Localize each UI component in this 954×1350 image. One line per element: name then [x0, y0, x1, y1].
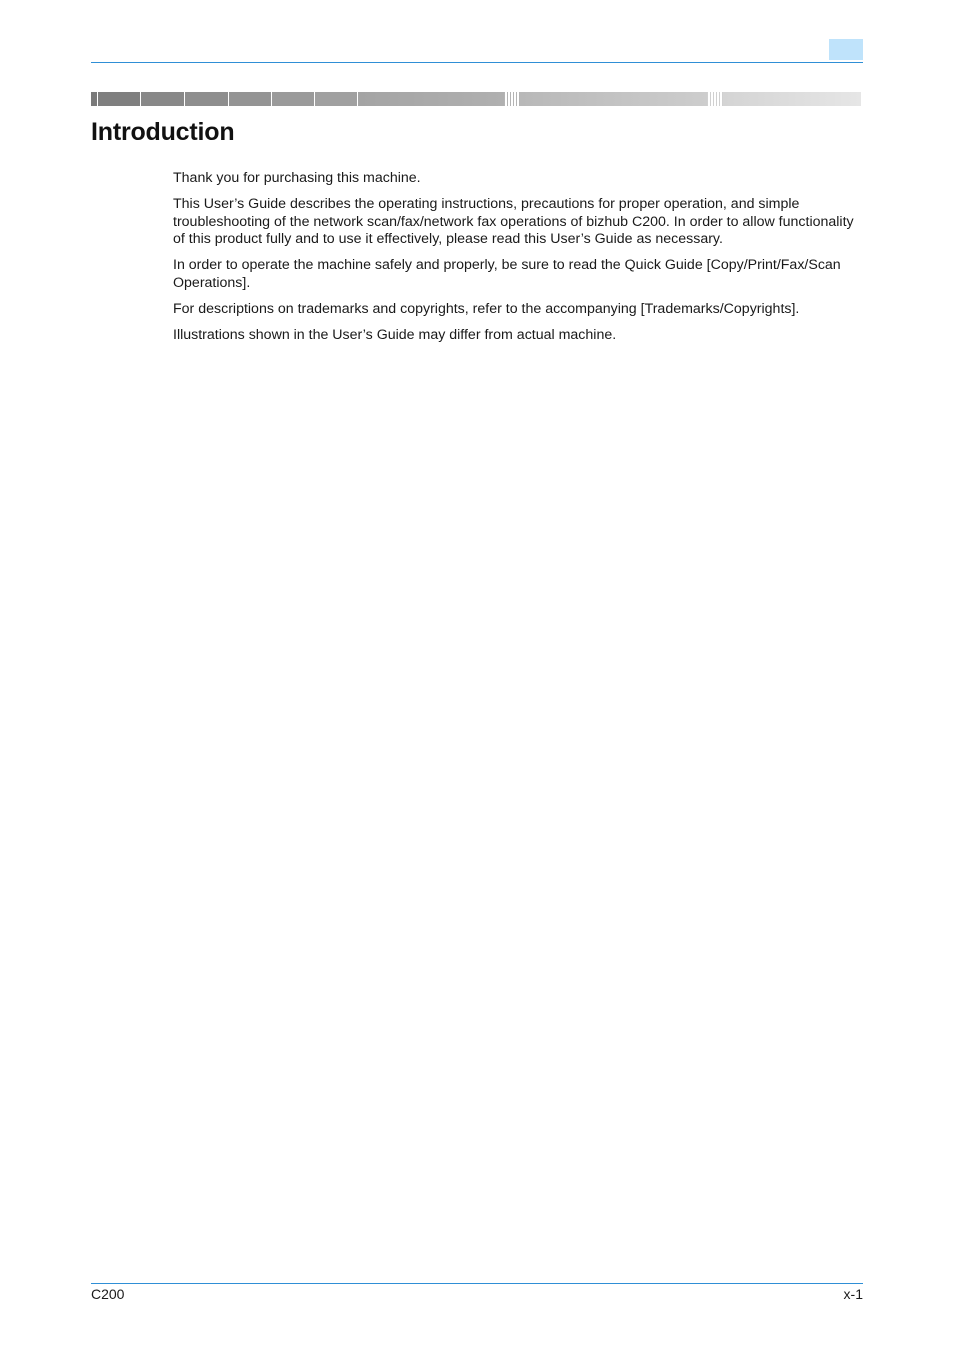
footer-rule — [91, 1283, 863, 1284]
bar-stripes — [707, 92, 723, 106]
bar-stripes — [504, 92, 520, 106]
paragraph-illustrations: Illustrations shown in the User’s Guide may differ from actual machine. — [173, 327, 617, 344]
bar-segment — [315, 92, 357, 106]
bar-segment — [723, 92, 861, 106]
bar-segment — [185, 92, 228, 106]
footer-model: C200 — [91, 1286, 125, 1302]
bar-segment — [229, 92, 271, 106]
bar-segment — [520, 92, 707, 106]
paragraph-guide-description: This User’s Guide describes the operating instructions, precautions for proper operation, and simple troubleshooting of the network scan/fax/network fax operations of bizhub C200. In order to allow functionality of this product fully and to use it effectively, please read this User’s Guide as necessary. — [173, 196, 854, 248]
bar-segment — [141, 92, 184, 106]
decorative-title-bar — [91, 92, 863, 106]
chapter-tab-marker — [829, 39, 863, 60]
header-rule — [91, 62, 863, 63]
introduction-body — [173, 170, 863, 353]
bar-segment — [98, 92, 140, 106]
paragraph-thanks: Thank you for purchasing this machine. — [173, 170, 421, 186]
bar-segment — [272, 92, 314, 106]
bar-segment — [358, 92, 504, 106]
page-title: Introduction — [91, 118, 235, 146]
paragraph-safety: In order to operate the machine safely and properly, be sure to read the Quick Guide [Copy/Print/Fax/Scan Operations]. — [173, 257, 841, 291]
paragraph-trademarks: For descriptions on trademarks and copyrights, refer to the accompanying [Trademarks/Copyrights]. — [173, 301, 800, 318]
footer-page-number: x-1 — [843, 1286, 863, 1302]
